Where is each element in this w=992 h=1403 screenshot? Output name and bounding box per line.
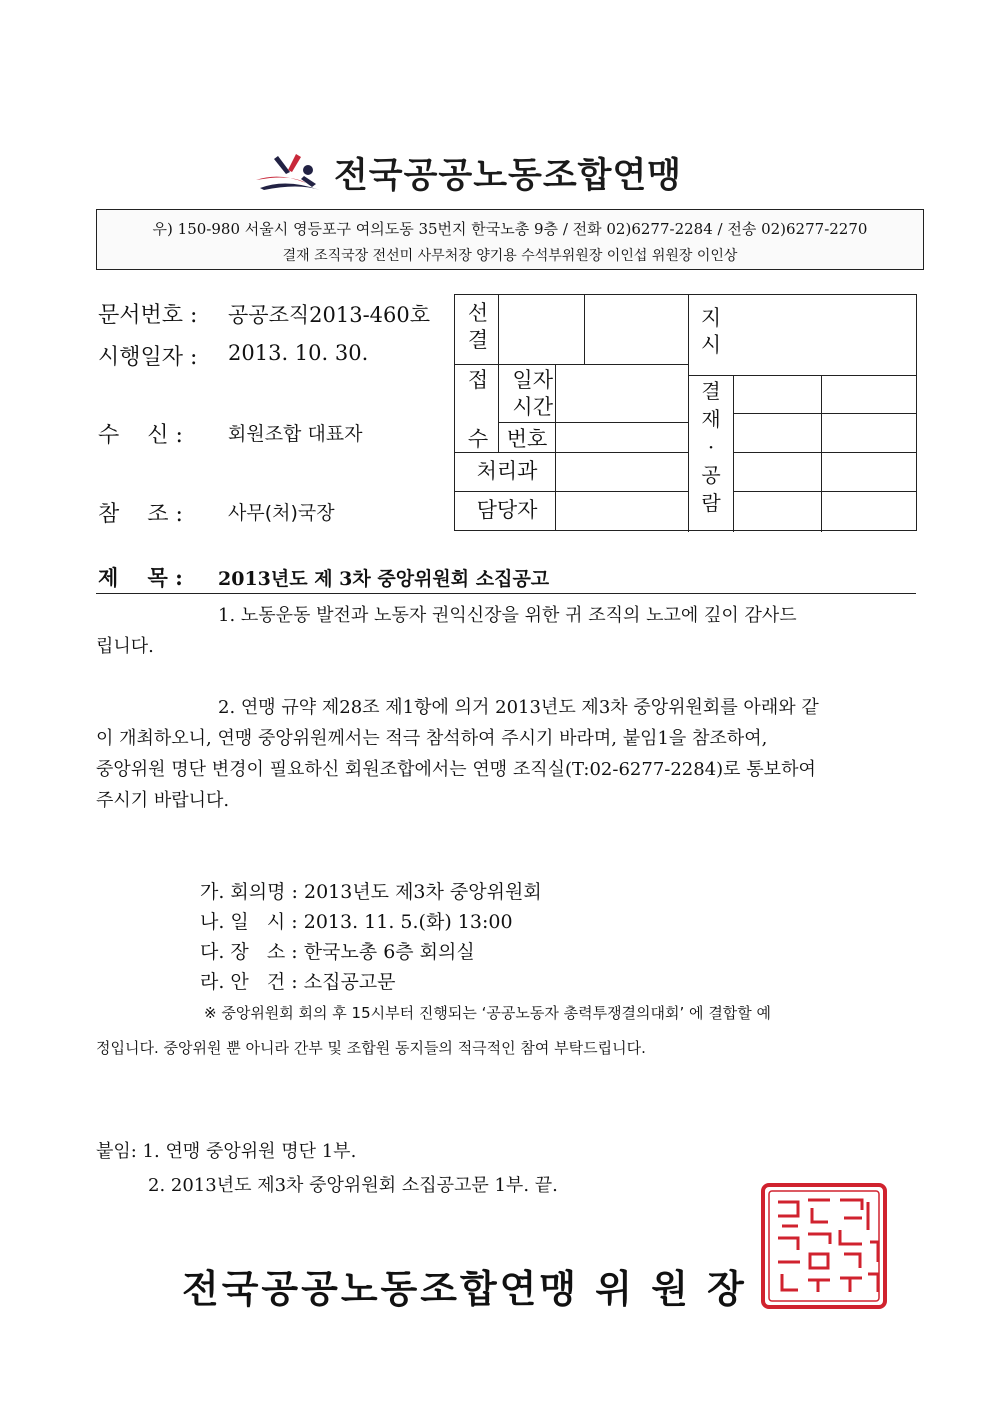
processing-dept-label: 처리과 <box>476 459 538 483</box>
note-line-2: 정입니다. 중앙위원 뿐 아니라 간부 및 조합원 동지들의 적극적인 참여 부탁드립니다. <box>96 1039 646 1057</box>
item-datetime: 나. 일 시 : 2013. 11. 5.(화) 13:00 <box>200 911 513 933</box>
subject-divider <box>96 593 916 594</box>
recipient-label: 수 신 : <box>98 423 183 448</box>
doc-number: 공공조직2013-460호 <box>228 303 431 327</box>
approval-line: 결재 조직국장 전선미 사무처장 양기용 수석부위원장 이인섭 위원장 이인상 <box>282 248 738 264</box>
paragraph-2-line-1: 2. 연맹 규약 제28조 제1항에 의거 2013년도 제3차 중앙위원회를 아래와 같 <box>218 697 819 718</box>
address-line: 우) 150-980 서울시 영등포구 여의도동 35번지 한국노총 9층 / 전화 02)6277-2284 / 전송 02)6277-2270 <box>152 220 868 238</box>
date-label: 시행일자 : <box>98 345 198 370</box>
union-logo-icon <box>250 150 328 194</box>
note-line-1: ※ 중앙위원회 회의 후 15시부터 진행되는 ‘공공노동자 총력투쟁결의대회’ 에 결합할 예 <box>204 1004 772 1022</box>
paragraph-1-line-1: 1. 노동운동 발전과 노동자 권익신장을 위한 귀 조직의 노고에 깊이 감사드 <box>218 605 797 626</box>
paragraph-2-line-4: 주시기 바랍니다. <box>96 790 230 811</box>
item-meeting-name: 가. 회의명 : 2013년도 제3차 중앙위원회 <box>200 881 542 903</box>
attachment-2: 2. 2013년도 제3차 중앙위원회 소집공고문 1부. 끝. <box>148 1175 558 1196</box>
receipt-label-top: 접 <box>467 368 489 392</box>
person-in-charge-label: 담당자 <box>476 498 538 522</box>
subject-label: 제 목 : <box>98 565 183 590</box>
reference: 사무(처)국장 <box>228 502 335 524</box>
doc-number-label: 문서번호 : <box>98 303 198 328</box>
address-box <box>96 209 924 270</box>
number-label: 번호 <box>506 427 548 451</box>
instruction-label: 지 시 <box>700 306 722 358</box>
paragraph-1-line-2: 립니다. <box>96 636 154 657</box>
item-agenda: 라. 안 건 : 소집공고문 <box>200 971 396 993</box>
subject-title: 2013년도 제 3차 중앙위원회 소집공고 <box>218 568 550 590</box>
prior-approval-label: 선 결 <box>467 301 489 353</box>
issue-date: 2013. 10. 30. <box>228 341 369 365</box>
attachment-1: 붙임: 1. 연맹 중앙위원 명단 1부. <box>96 1141 357 1162</box>
approval-review-label: 결 재 · 공 람 <box>701 379 721 515</box>
paragraph-2-line-3: 중앙위원 명단 변경이 필요하신 회원조합에서는 연맹 조직실(T:02-6277-2284)로 통보하여 <box>96 759 816 780</box>
item-location: 다. 장 소 : 한국노총 6층 회의실 <box>200 941 475 963</box>
org-logo <box>250 148 750 196</box>
receipt-label-bottom: 수 <box>467 427 489 451</box>
approval-table <box>454 294 917 531</box>
signature-line: 전국공공노동조합연맹 위 원 장 <box>182 1267 747 1311</box>
official-seal-icon <box>760 1182 888 1310</box>
reference-label: 참 조 : <box>98 502 183 527</box>
recipient: 회원조합 대표자 <box>228 423 363 445</box>
date-time-label: 일자 시간 <box>512 368 553 420</box>
paragraph-2-line-2: 이 개최하오니, 연맹 중앙위원께서는 적극 참석하여 주시기 바라며, 붙임1을 참조하여, <box>96 728 768 749</box>
org-name-title: 전국공공노동조합연맹 <box>334 156 683 196</box>
